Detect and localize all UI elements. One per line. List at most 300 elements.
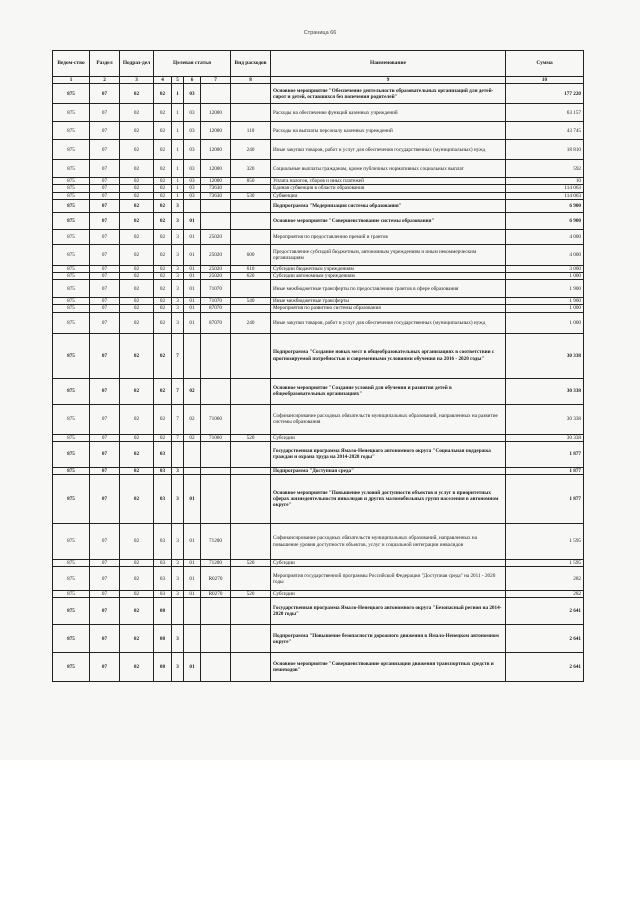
table-body: [53, 84, 584, 682]
cell-podrazdel: 02: [120, 475, 154, 524]
column-number-row: [53, 77, 584, 84]
cell-kbk-program: 02: [154, 333, 172, 378]
cell-razdel: 07: [90, 312, 120, 333]
cell-vid-raskhodov: [231, 185, 271, 192]
cell-kbk-subprogram: 3: [172, 273, 184, 280]
cell-podrazdel: 02: [120, 434, 154, 441]
cell-vedomstvo: 875: [53, 567, 90, 591]
cell-naimenovanie: Мероприятия по развитию системы образования: [271, 305, 506, 312]
cell-podrazdel: 02: [120, 192, 154, 199]
cell-vid-raskhodov: 110: [231, 122, 271, 140]
cell-naimenovanie: Расходы на обеспечение функций казенных учреждений: [271, 104, 506, 122]
cell-kbk-direction: 25020: [201, 244, 231, 265]
cell-kbk-program: 02: [154, 434, 172, 441]
cell-summa: 1 900: [506, 280, 584, 298]
cell-naimenovanie: Иные закупки товаров, работ и услуг для обеспечения государственных (муниципальных) нужд: [271, 140, 506, 160]
cell-summa: 1 877: [506, 475, 584, 524]
cell-kbk-program: 02: [154, 305, 172, 312]
cell-kbk-subprogram: 1: [172, 84, 184, 104]
table-row: [53, 229, 584, 244]
header-vid-raskhodov: Вид расходов: [231, 51, 271, 77]
cell-kbk-measure: 01: [184, 567, 201, 591]
table-row: [53, 598, 584, 625]
cell-kbk-program: 02: [154, 280, 172, 298]
cell-kbk-direction: 25020: [201, 273, 231, 280]
cell-razdel: 07: [90, 160, 120, 178]
cell-naimenovanie: Иные закупки товаров, работ и услуг для обеспечения государственных (муниципальных) нужд: [271, 312, 506, 333]
table-row: [53, 591, 584, 598]
cell-kbk-subprogram: 3: [172, 625, 184, 653]
cell-kbk-measure: 02: [184, 378, 201, 404]
cell-vedomstvo: 875: [53, 625, 90, 653]
cell-kbk-direction: 12000: [201, 122, 231, 140]
cell-kbk-program: 08: [154, 598, 172, 625]
cell-kbk-direction: 25020: [201, 229, 231, 244]
cell-kbk-measure: 01: [184, 212, 201, 229]
cell-vid-raskhodov: [231, 305, 271, 312]
cell-kbk-measure: [184, 333, 201, 378]
table-row: [53, 475, 584, 524]
table-row: [53, 441, 584, 467]
cell-kbk-program: 03: [154, 467, 172, 474]
cell-vid-raskhodov: [231, 212, 271, 229]
cell-kbk-program: 02: [154, 229, 172, 244]
cell-naimenovanie: Основное мероприятие "Совершенствование организации движения транспортных средств и пешеходов": [271, 653, 506, 682]
cell-naimenovanie: Основное мероприятие "Обеспечение деятельности образовательных организаций для детей-сирот и детей, оставшихся без попечения родителей": [271, 84, 506, 104]
table-row: [53, 467, 584, 474]
cell-kbk-measure: 03: [184, 185, 201, 192]
table-row: [53, 244, 584, 265]
cell-kbk-measure: [184, 598, 201, 625]
cell-kbk-program: 08: [154, 625, 172, 653]
cell-kbk-direction: 73630: [201, 192, 231, 199]
cell-razdel: 07: [90, 434, 120, 441]
cell-kbk-measure: 01: [184, 475, 201, 524]
cell-razdel: 07: [90, 192, 120, 199]
cell-naimenovanie: Предоставление субсидий бюджетным, автономным учреждениям и иным некоммерческим организациям: [271, 244, 506, 265]
cell-vid-raskhodov: 520: [231, 434, 271, 441]
cell-kbk-direction: [201, 84, 231, 104]
cell-naimenovanie: Основное мероприятие "Совершенствование системы образования": [271, 212, 506, 229]
cell-vedomstvo: 875: [53, 591, 90, 598]
cell-kbk-direction: 12000: [201, 178, 231, 185]
cell-kbk-measure: 03: [184, 178, 201, 185]
cell-kbk-direction: 25020: [201, 265, 231, 272]
cell-vedomstvo: 875: [53, 404, 90, 434]
cell-summa: 43 745: [506, 122, 584, 140]
cell-kbk-subprogram: 3: [172, 229, 184, 244]
cell-summa: 10: [506, 178, 584, 185]
table-row: [53, 160, 584, 178]
cell-kbk-measure: 01: [184, 653, 201, 682]
cell-kbk-program: 02: [154, 185, 172, 192]
cell-kbk-measure: [184, 625, 201, 653]
cell-summa: 1 000: [506, 273, 584, 280]
cell-podrazdel: 02: [120, 467, 154, 474]
cell-naimenovanie: Подпрограмма "Доступная среда": [271, 467, 506, 474]
cell-kbk-program: 03: [154, 591, 172, 598]
cell-kbk-measure: 03: [184, 84, 201, 104]
cell-kbk-measure: 03: [184, 140, 201, 160]
cell-naimenovanie: Расходы на выплаты персоналу казенных учреждений: [271, 122, 506, 140]
cell-kbk-program: 02: [154, 404, 172, 434]
cell-naimenovanie: Субсидии бюджетным учреждениям: [271, 265, 506, 272]
cell-vedomstvo: 875: [53, 305, 90, 312]
table-row: [53, 434, 584, 441]
cell-kbk-direction: [201, 378, 231, 404]
table-row: [53, 625, 584, 653]
cell-podrazdel: 02: [120, 84, 154, 104]
cell-vedomstvo: 875: [53, 298, 90, 305]
table-row: [53, 212, 584, 229]
cell-razdel: 07: [90, 298, 120, 305]
header-razdel: Раздел: [90, 51, 120, 77]
cell-razdel: 07: [90, 333, 120, 378]
cell-kbk-direction: [201, 441, 231, 467]
cell-naimenovanie: Софинансирование расходных обязательств муниципальных образований, направленных на развитие системы образования: [271, 404, 506, 434]
cell-vedomstvo: 875: [53, 84, 90, 104]
cell-vedomstvo: 875: [53, 378, 90, 404]
cell-summa: 2 641: [506, 598, 584, 625]
col-number: 10: [506, 77, 584, 84]
table-row: [53, 185, 584, 192]
cell-podrazdel: 02: [120, 199, 154, 212]
cell-vedomstvo: 875: [53, 524, 90, 560]
cell-kbk-direction: [201, 333, 231, 378]
cell-kbk-direction: 71060: [201, 404, 231, 434]
cell-vedomstvo: 875: [53, 178, 90, 185]
cell-podrazdel: 02: [120, 305, 154, 312]
cell-naimenovanie: Субсидии автономным учреждениям: [271, 273, 506, 280]
cell-razdel: 07: [90, 567, 120, 591]
cell-kbk-direction: 71070: [201, 280, 231, 298]
cell-razdel: 07: [90, 178, 120, 185]
cell-kbk-direction: [201, 653, 231, 682]
cell-podrazdel: 02: [120, 625, 154, 653]
cell-kbk-measure: 03: [184, 104, 201, 122]
cell-kbk-subprogram: 7: [172, 333, 184, 378]
cell-kbk-subprogram: 3: [172, 199, 184, 212]
cell-kbk-program: 02: [154, 104, 172, 122]
cell-kbk-direction: 87070: [201, 305, 231, 312]
cell-razdel: 07: [90, 598, 120, 625]
cell-summa: 114 063: [506, 185, 584, 192]
cell-summa: 30 338: [506, 434, 584, 441]
cell-kbk-measure: 01: [184, 560, 201, 567]
cell-kbk-measure: 01: [184, 273, 201, 280]
cell-kbk-program: 02: [154, 160, 172, 178]
header-summa: Сумма: [506, 51, 584, 77]
cell-summa: 6 900: [506, 199, 584, 212]
cell-kbk-direction: R0270: [201, 567, 231, 591]
cell-kbk-subprogram: [172, 598, 184, 625]
cell-vid-raskhodov: [231, 333, 271, 378]
cell-vedomstvo: 875: [53, 312, 90, 333]
cell-kbk-subprogram: 1: [172, 178, 184, 185]
table-row: [53, 192, 584, 199]
col-number: 7: [201, 77, 231, 84]
cell-vid-raskhodov: [231, 567, 271, 591]
cell-kbk-measure: 01: [184, 591, 201, 598]
cell-kbk-subprogram: 3: [172, 244, 184, 265]
header-tselevaya-statya: Целевая статья: [154, 51, 231, 77]
cell-summa: 4 000: [506, 244, 584, 265]
cell-vedomstvo: 875: [53, 212, 90, 229]
cell-podrazdel: 02: [120, 178, 154, 185]
cell-naimenovanie: Подпрограмма "Модернизация системы образования": [271, 199, 506, 212]
cell-vid-raskhodov: [231, 280, 271, 298]
cell-vid-raskhodov: [231, 441, 271, 467]
cell-kbk-measure: 01: [184, 312, 201, 333]
cell-summa: 30 338: [506, 378, 584, 404]
cell-naimenovanie: Субсидии: [271, 560, 506, 567]
cell-vedomstvo: 875: [53, 140, 90, 160]
cell-podrazdel: 02: [120, 265, 154, 272]
cell-kbk-program: 02: [154, 199, 172, 212]
cell-vedomstvo: 875: [53, 434, 90, 441]
col-number: 8: [231, 77, 271, 84]
cell-vid-raskhodov: [231, 625, 271, 653]
cell-vedomstvo: 875: [53, 467, 90, 474]
cell-kbk-direction: 87070: [201, 312, 231, 333]
cell-razdel: 07: [90, 475, 120, 524]
cell-vid-raskhodov: [231, 229, 271, 244]
cell-razdel: 07: [90, 653, 120, 682]
cell-vedomstvo: 875: [53, 598, 90, 625]
cell-vid-raskhodov: 610: [231, 265, 271, 272]
cell-kbk-direction: [201, 212, 231, 229]
cell-vid-raskhodov: [231, 199, 271, 212]
cell-vid-raskhodov: [231, 467, 271, 474]
cell-vedomstvo: 875: [53, 192, 90, 199]
cell-summa: 1 595: [506, 524, 584, 560]
cell-vedomstvo: 875: [53, 244, 90, 265]
cell-summa: 1 900: [506, 298, 584, 305]
cell-kbk-subprogram: 1: [172, 192, 184, 199]
cell-kbk-direction: [201, 467, 231, 474]
cell-naimenovanie: Субвенции: [271, 192, 506, 199]
page-label: Страница 66: [303, 30, 337, 36]
cell-summa: 2 641: [506, 625, 584, 653]
cell-kbk-program: 03: [154, 475, 172, 524]
header-row: [53, 51, 584, 77]
table-row: [53, 305, 584, 312]
cell-summa: 1 595: [506, 560, 584, 567]
cell-kbk-subprogram: 3: [172, 560, 184, 567]
table-row: [53, 199, 584, 212]
table-row: [53, 524, 584, 560]
table-row: [53, 122, 584, 140]
cell-kbk-direction: [201, 199, 231, 212]
cell-naimenovanie: Единая субвенция в области образования: [271, 185, 506, 192]
cell-naimenovanie: Мероприятия государственной программы Российской Федерации "Доступная среда" на 2011 - 2020 годы: [271, 567, 506, 591]
cell-summa: 1 877: [506, 441, 584, 467]
cell-razdel: 07: [90, 185, 120, 192]
cell-razdel: 07: [90, 625, 120, 653]
cell-summa: 30 338: [506, 333, 584, 378]
cell-summa: 6 900: [506, 212, 584, 229]
cell-podrazdel: 02: [120, 185, 154, 192]
col-number: 2: [90, 77, 120, 84]
cell-razdel: 07: [90, 273, 120, 280]
cell-vid-raskhodov: 620: [231, 273, 271, 280]
cell-kbk-measure: 01: [184, 265, 201, 272]
cell-vid-raskhodov: [231, 598, 271, 625]
cell-kbk-direction: 12000: [201, 140, 231, 160]
cell-kbk-program: 02: [154, 265, 172, 272]
cell-naimenovanie: Государственная программа Ямало-Ненецкого автономного округа "Безопасный регион на 2014-2020 годы": [271, 598, 506, 625]
cell-razdel: 07: [90, 140, 120, 160]
cell-vedomstvo: 875: [53, 280, 90, 298]
cell-vid-raskhodov: [231, 378, 271, 404]
cell-summa: 30 338: [506, 404, 584, 434]
cell-summa: 63 157: [506, 104, 584, 122]
cell-summa: 592: [506, 160, 584, 178]
table-row: [53, 333, 584, 378]
cell-kbk-program: 03: [154, 567, 172, 591]
cell-kbk-program: 03: [154, 524, 172, 560]
cell-vedomstvo: 875: [53, 122, 90, 140]
cell-podrazdel: 02: [120, 273, 154, 280]
cell-podrazdel: 02: [120, 229, 154, 244]
cell-podrazdel: 02: [120, 441, 154, 467]
cell-vedomstvo: 875: [53, 104, 90, 122]
header-vedomstvo: Ведом-ство: [53, 51, 90, 77]
cell-kbk-measure: 03: [184, 122, 201, 140]
cell-summa: 282: [506, 567, 584, 591]
budget-table: [52, 50, 584, 682]
cell-kbk-subprogram: 3: [172, 265, 184, 272]
cell-kbk-measure: 01: [184, 244, 201, 265]
cell-razdel: 07: [90, 122, 120, 140]
cell-naimenovanie: Подпрограмма "Повышение безопасности дорожного движения в Ямало-Ненецком автономном округе": [271, 625, 506, 653]
cell-razdel: 07: [90, 84, 120, 104]
cell-vedomstvo: 875: [53, 199, 90, 212]
cell-kbk-subprogram: 3: [172, 312, 184, 333]
cell-kbk-subprogram: 1: [172, 185, 184, 192]
cell-summa: 177 220: [506, 84, 584, 104]
cell-razdel: 07: [90, 199, 120, 212]
col-number: 6: [184, 77, 201, 84]
cell-summa: 1 000: [506, 305, 584, 312]
cell-summa: 18 810: [506, 140, 584, 160]
cell-vedomstvo: 875: [53, 560, 90, 567]
cell-razdel: 07: [90, 305, 120, 312]
cell-naimenovanie: Субсидии: [271, 591, 506, 598]
cell-summa: 114 063: [506, 192, 584, 199]
table-row: [53, 84, 584, 104]
cell-vedomstvo: 875: [53, 653, 90, 682]
cell-vedomstvo: 875: [53, 273, 90, 280]
cell-razdel: 07: [90, 265, 120, 272]
cell-vid-raskhodov: [231, 84, 271, 104]
cell-kbk-program: 03: [154, 560, 172, 567]
col-number: 3: [120, 77, 154, 84]
cell-kbk-direction: 73630: [201, 185, 231, 192]
cell-kbk-subprogram: 3: [172, 305, 184, 312]
cell-summa: 282: [506, 591, 584, 598]
cell-vid-raskhodov: [231, 653, 271, 682]
cell-kbk-subprogram: [172, 441, 184, 467]
cell-kbk-direction: 12000: [201, 160, 231, 178]
cell-podrazdel: 02: [120, 280, 154, 298]
cell-vid-raskhodov: 520: [231, 591, 271, 598]
cell-naimenovanie: Основное мероприятие "Создание условий для обучения и развития детей в общеобразовательных организациях": [271, 378, 506, 404]
cell-vedomstvo: 875: [53, 185, 90, 192]
cell-kbk-direction: 71060: [201, 434, 231, 441]
cell-summa: 2 641: [506, 653, 584, 682]
cell-vedomstvo: 875: [53, 265, 90, 272]
cell-razdel: 07: [90, 212, 120, 229]
cell-razdel: 07: [90, 280, 120, 298]
cell-razdel: 07: [90, 404, 120, 434]
cell-kbk-measure: [184, 441, 201, 467]
cell-kbk-subprogram: 7: [172, 434, 184, 441]
cell-kbk-measure: 02: [184, 404, 201, 434]
cell-kbk-direction: 71070: [201, 298, 231, 305]
cell-podrazdel: 02: [120, 122, 154, 140]
cell-kbk-program: 02: [154, 140, 172, 160]
cell-vid-raskhodov: 850: [231, 178, 271, 185]
cell-kbk-subprogram: 1: [172, 160, 184, 178]
cell-podrazdel: 02: [120, 404, 154, 434]
cell-kbk-subprogram: 3: [172, 467, 184, 474]
cell-podrazdel: 02: [120, 598, 154, 625]
cell-kbk-subprogram: 3: [172, 298, 184, 305]
cell-naimenovanie: Субсидии: [271, 434, 506, 441]
cell-podrazdel: 02: [120, 212, 154, 229]
cell-naimenovanie: Уплата налогов, сборов и иных платежей: [271, 178, 506, 185]
cell-kbk-program: 02: [154, 273, 172, 280]
cell-kbk-program: 02: [154, 244, 172, 265]
cell-kbk-subprogram: 3: [172, 653, 184, 682]
cell-vedomstvo: 875: [53, 229, 90, 244]
cell-kbk-direction: 12000: [201, 104, 231, 122]
cell-naimenovanie: Мероприятия по предоставлению премий и грантов: [271, 229, 506, 244]
cell-kbk-subprogram: 1: [172, 122, 184, 140]
cell-podrazdel: 02: [120, 567, 154, 591]
cell-kbk-measure: 03: [184, 192, 201, 199]
cell-kbk-subprogram: 1: [172, 104, 184, 122]
cell-kbk-direction: 71200: [201, 560, 231, 567]
cell-summa: 3 000: [506, 265, 584, 272]
cell-kbk-program: 08: [154, 653, 172, 682]
cell-kbk-subprogram: 3: [172, 475, 184, 524]
cell-podrazdel: 02: [120, 312, 154, 333]
cell-kbk-program: 02: [154, 298, 172, 305]
cell-razdel: 07: [90, 441, 120, 467]
cell-vedomstvo: 875: [53, 160, 90, 178]
cell-vid-raskhodov: 600: [231, 244, 271, 265]
cell-podrazdel: 02: [120, 653, 154, 682]
cell-podrazdel: 02: [120, 244, 154, 265]
cell-naimenovanie: Государственная программа Ямало-Ненецкого автономного округа "Социальная поддержка граждан и охрана труда на 2014-2020 годы": [271, 441, 506, 467]
cell-vedomstvo: 875: [53, 333, 90, 378]
cell-kbk-direction: [201, 598, 231, 625]
cell-podrazdel: 02: [120, 140, 154, 160]
cell-razdel: 07: [90, 104, 120, 122]
cell-kbk-measure: 01: [184, 229, 201, 244]
table-row: [53, 312, 584, 333]
cell-kbk-program: 02: [154, 178, 172, 185]
cell-kbk-measure: 03: [184, 160, 201, 178]
cell-kbk-program: 02: [154, 312, 172, 333]
cell-razdel: 07: [90, 467, 120, 474]
cell-kbk-direction: [201, 625, 231, 653]
cell-kbk-direction: 71200: [201, 524, 231, 560]
cell-vedomstvo: 875: [53, 475, 90, 524]
table-row: [53, 378, 584, 404]
